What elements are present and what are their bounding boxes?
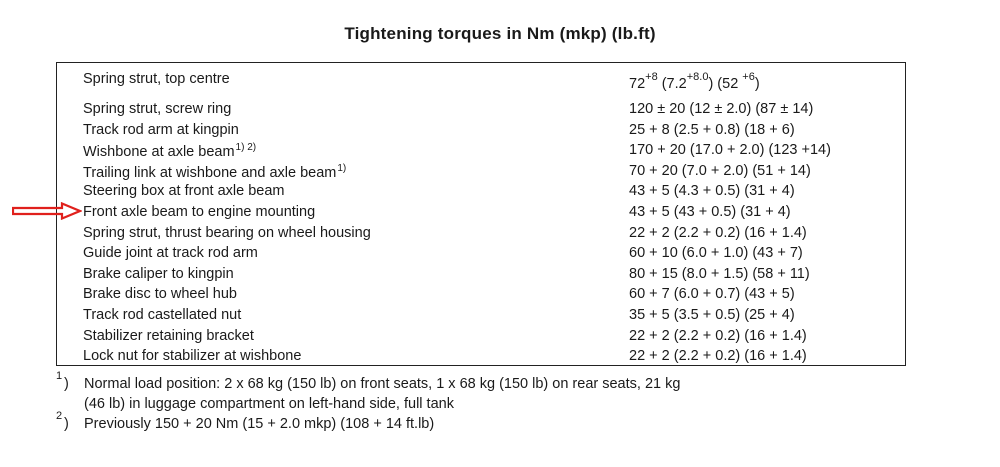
value-part: ) (52 — [708, 76, 739, 92]
row-value: 43 + 5 (4.3 + 0.5) (31 + 4) — [629, 183, 795, 200]
row-description: Track rod arm at kingpin — [83, 121, 239, 138]
row-description-text: Trailing link at wishbone and axle beam — [83, 164, 337, 181]
arrow-outline — [13, 204, 80, 219]
row-value: 60 + 10 (6.0 + 1.0) (43 + 7) — [629, 245, 803, 262]
table-row — [57, 140, 905, 161]
value-part: 72 — [629, 76, 646, 92]
red-arrow-icon — [12, 202, 82, 220]
row-value: 22 + 2 (2.2 + 0.2) (16 + 1.4) — [629, 327, 807, 344]
row-description — [83, 142, 256, 160]
table-row — [57, 284, 905, 305]
table-row — [57, 99, 905, 120]
row-description: Front axle beam to engine mounting — [83, 203, 316, 220]
footnote-text: Previously 150 + 20 Nm (15 + 2.0 mkp) (108 + 14 ft.lb) — [84, 416, 435, 432]
row-description — [83, 163, 346, 181]
row-value: 70 + 20 (7.0 + 2.0) (51 + 14) — [629, 162, 811, 179]
row-description-text: Wishbone at axle beam — [83, 144, 235, 161]
footnote-reference: 1) 2) — [235, 142, 257, 154]
footnotes — [56, 370, 956, 434]
value-part: ) — [754, 76, 760, 92]
page-title: Tightening torques in Nm (mkp) (lb.ft) — [344, 24, 656, 43]
table-row — [57, 65, 905, 99]
value-superscript: +8.0 — [686, 71, 709, 83]
row-description: Lock nut for stabilizer at wishbone — [83, 348, 302, 365]
torque-rows — [57, 65, 905, 367]
footnote-1 — [56, 370, 956, 394]
footnote-text: (46 lb) in luggage compartment on left-hand side, full tank — [84, 396, 454, 412]
row-description: Steering box at front axle beam — [83, 183, 285, 200]
footnote-1-continued — [56, 394, 956, 414]
footnote-text: Normal load position: 2 x 68 kg (150 lb) on front seats, 1 x 68 kg (150 lb) on rear seats, 21 kg — [84, 376, 681, 392]
value-superscript: +6 — [742, 71, 755, 83]
row-description: Brake caliper to kingpin — [83, 265, 234, 282]
row-value: 43 + 5 (43 + 0.5) (31 + 4) — [629, 203, 791, 220]
footnote-paren: ) — [64, 416, 69, 432]
table-row — [57, 161, 905, 182]
row-description: Spring strut, screw ring — [83, 101, 232, 117]
value-superscript: +8 — [645, 71, 658, 83]
table-row — [57, 264, 905, 285]
row-description: Stabilizer retaining bracket — [83, 327, 254, 344]
table-row — [57, 346, 905, 367]
table-row — [57, 181, 905, 202]
row-value: 120 ± 20 (12 ± 2.0) (87 ± 14) — [629, 101, 814, 117]
table-row — [57, 243, 905, 264]
footnote-reference: 1) — [337, 162, 347, 174]
row-description: Brake disc to wheel hub — [83, 286, 237, 303]
row-value: 80 + 15 (8.0 + 1.5) (58 + 11) — [629, 265, 810, 282]
footnote-mark: 2 — [56, 410, 63, 422]
footnote-mark: 1 — [56, 370, 63, 382]
row-value: 35 + 5 (3.5 + 0.5) (25 + 4) — [629, 306, 795, 323]
table-row — [57, 120, 905, 141]
table-row — [57, 326, 905, 347]
row-description: Track rod castellated nut — [83, 306, 242, 323]
row-description: Spring strut, thrust bearing on wheel housing — [83, 224, 371, 241]
row-value: 22 + 2 (2.2 + 0.2) (16 + 1.4) — [629, 348, 807, 365]
table-row-highlighted — [57, 202, 905, 223]
row-value — [629, 71, 760, 92]
row-value: 25 + 8 (2.5 + 0.8) (18 + 6) — [629, 121, 795, 138]
row-description: Guide joint at track rod arm — [83, 245, 258, 262]
footnote-2 — [56, 410, 956, 434]
footnote-paren: ) — [64, 376, 69, 392]
row-value: 22 + 2 (2.2 + 0.2) (16 + 1.4) — [629, 224, 807, 241]
row-value: 170 + 20 (17.0 + 2.0) (123 +14) — [629, 142, 831, 159]
row-value: 60 + 7 (6.0 + 0.7) (43 + 5) — [629, 286, 795, 303]
row-description: Spring strut, top centre — [83, 71, 230, 87]
table-row — [57, 223, 905, 244]
table-row — [57, 305, 905, 326]
torque-table — [56, 62, 906, 366]
value-part: (7.2 — [661, 76, 687, 92]
